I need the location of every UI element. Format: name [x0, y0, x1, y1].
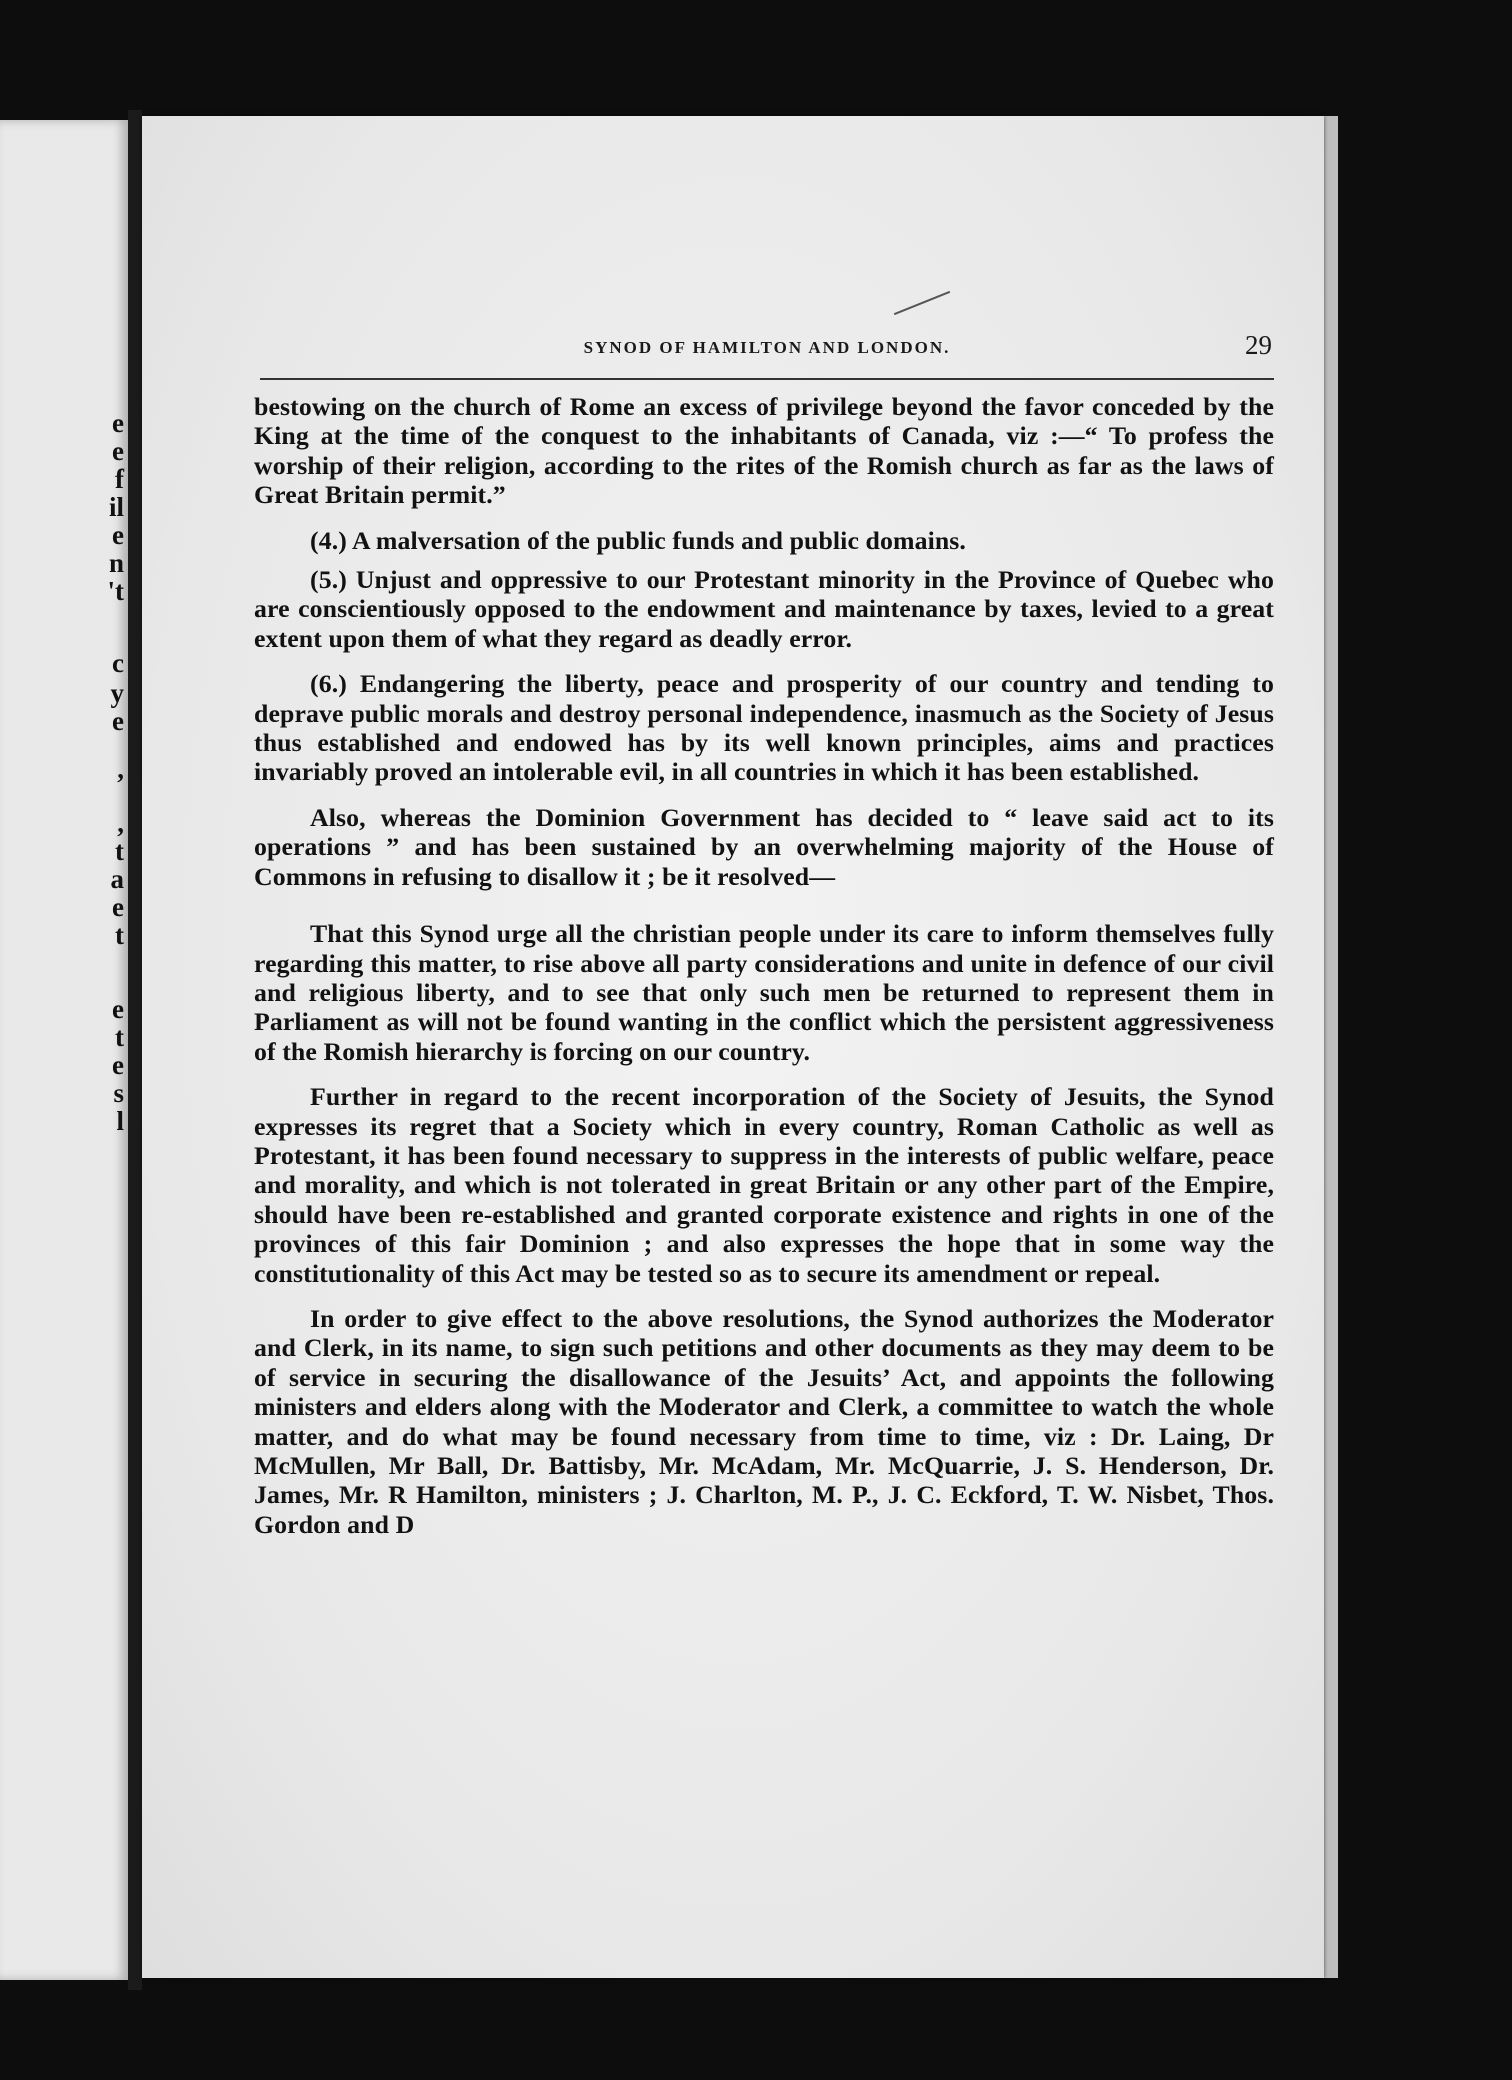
page-edge-shadow — [1324, 116, 1338, 1978]
left-fragment: e — [112, 892, 124, 922]
header-rule — [260, 378, 1274, 380]
paragraph-further: Further in regard to the recent incorporation of the Society of Jesuits, the Synod expresses its regret that a Society which in every country, Roman Catholic as well as Protestant, it has been found necessary to suppress in the interests of public welfare, peace and morality, and which is not tolerated in great Britain or any other part of the Empire, should have been re-established and granted corporate existence and rights in one of the provinces of this fair Dominion ; and also expresses the hope that in some way the constitutionality of this Act may be tested so as to secure its amendment or repeal. — [254, 1082, 1274, 1288]
left-fragment: e — [112, 1050, 124, 1080]
left-fragment: , — [117, 808, 124, 838]
document-page — [142, 116, 1324, 1978]
book-gutter — [128, 110, 142, 1990]
body-text — [254, 392, 1274, 1539]
running-head — [262, 328, 1272, 368]
paragraph-whereas: Also, whereas the Dominion Government has decided to “ leave said act to its operations ” and has been sustained by an overwhelming majority of the House of Commons in refusing to disallow it ; be it resolved— — [254, 802, 1274, 891]
left-fragment: e — [112, 408, 124, 438]
left-fragment: e — [112, 706, 124, 736]
left-fragment: e — [112, 520, 124, 550]
ink-mark — [894, 291, 950, 315]
page-number: 29 — [1245, 330, 1272, 360]
left-fragment: , — [117, 754, 124, 784]
previous-page-edge — [0, 120, 128, 1980]
left-fragment: t — [115, 920, 124, 950]
paragraph-item-6: (6.) Endangering the liberty, peace and prosperity of our country and tending to deprave public morals and destroy personal independence, inasmuch as the Society of Jesus thus established and endowed has by its well known principles, aims and practices invariably proved an intolerable evil, in all countries in which it has been established. — [254, 669, 1274, 787]
left-fragment: y — [110, 678, 124, 708]
left-fragment: n — [108, 548, 124, 578]
paragraph-item-5: (5.) Unjust and oppressive to our Protestant minority in the Province of Quebec who are conscientiously opposed to the endowment and maintenance by taxes, levied to a great extent upon them of what they regard as deadly error. — [254, 565, 1274, 653]
left-fragment: t — [115, 836, 124, 866]
left-fragment: f — [115, 464, 124, 494]
left-fragment: e — [112, 436, 124, 466]
left-fragment: e — [112, 994, 124, 1024]
paragraph-resolution: That this Synod urge all the christian people under its care to inform themselves fully regarding this matter, to rise above all party considerations and unite in defence of our civil and religious liberty, and to see that only such men be returned to represent them in Parliament as will not be found wanting in the conflict which the persistent aggressiveness of the Romish hierarchy is forcing on our country. — [254, 919, 1274, 1066]
paragraph-in-order: In order to give effect to the above resolutions, the Synod authorizes the Moderator and Clerk, in its name, to sign such petitions and other documents as they may deem to be of service in securing the disallowance of the Jesuits’ Act, and appoints the following ministers and elders along with the Moderator and Clerk, a committee to watch the whole matter, and do what may be found necessary from time to time, viz : Dr. Laing, Dr McMullen, Mr Ball, Dr. Battisby, Mr. McAdam, Mr. McQuarrie, J. S. Henderson, Dr. James, Mr. R Hamilton, ministers ; J. Charlton, M. P., J. C. Eckford, T. W. Nisbet, Thos. Gordon and D — [254, 1303, 1274, 1539]
paragraph-item-4: (4.) A malversation of the public funds and public domains. — [310, 525, 966, 555]
left-fragment: s — [113, 1078, 124, 1108]
paragraph-continuation: bestowing on the church of Rome an excess of privilege beyond the favor conceded by the King at the time of the conquest to the inhabitants of Canada, viz :—“ To profess the worship of their religion, according to the rites of the Romish church as far as the laws of Great Britain permit.” — [254, 392, 1274, 510]
left-fragment: c — [112, 648, 124, 678]
left-fragment: a — [110, 864, 124, 894]
running-head-title: SYNOD OF HAMILTON AND LONDON. — [583, 338, 951, 357]
left-fragment: l — [116, 1106, 124, 1136]
left-fragment: 't — [107, 576, 124, 606]
left-fragment: il — [108, 492, 124, 522]
left-fragment: t — [115, 1022, 124, 1052]
